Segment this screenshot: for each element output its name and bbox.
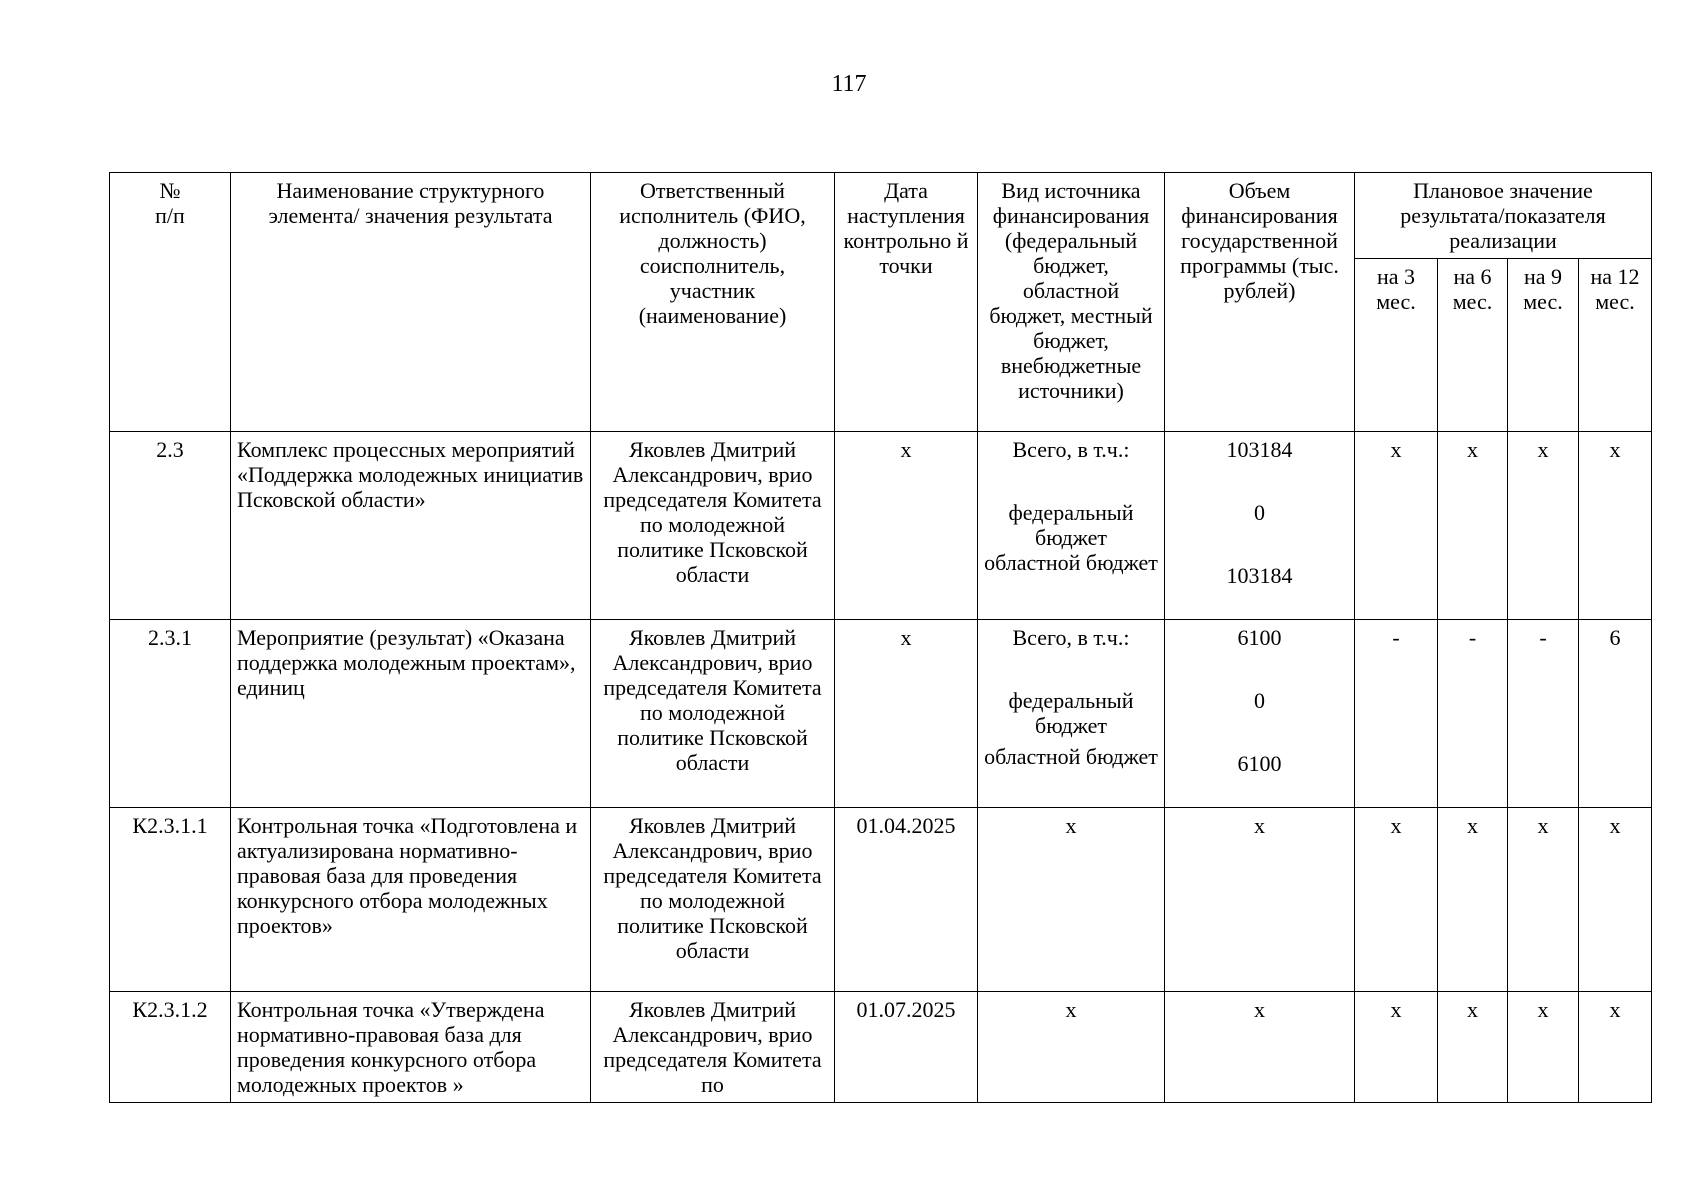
volume-federal: 0 [1254,688,1265,713]
volume-regional: 6100 [1237,751,1282,776]
row-num: К2.3.1.1 [110,808,231,992]
header-name: Наименование структурного элемента/ значения результата [231,173,591,432]
page-number: 117 [831,71,867,97]
row-volume [1165,620,1355,808]
row-name: Мероприятие (результат) «Оказана поддержка молодежным проектам», единиц [231,620,591,808]
row-m3: - [1355,620,1438,808]
row-name: Комплекс процессных мероприятий «Поддержка молодежных инициатив Псковской области» [231,432,591,620]
volume-total: 103184 [1226,437,1293,462]
header-m12: на 12 мес. [1579,259,1652,432]
source-regional: областной бюджет [984,550,1158,575]
row-m12: х [1579,808,1652,992]
row-name: Контрольная точка «Подготовлена и актуализирована нормативно-правовая база для проведения конкурсного отбора молодежных проектов» [231,808,591,992]
table-row [110,620,1652,808]
row-volume: х [1165,808,1355,992]
row-m6: х [1438,432,1508,620]
row-m3: х [1355,992,1438,1103]
volume-total: 6100 [1237,625,1282,650]
row-responsible: Яковлев Дмитрий Александрович, врио председателя Комитета по молодежной политике Псковской области [591,808,835,992]
header-num-text: № п/п [155,178,185,228]
source-federal: федеральный бюджет [1008,500,1134,550]
header-responsible: Ответственный исполнитель (ФИО, должность) соисполнитель, участник (наименование) [591,173,835,432]
row-date: х [835,620,978,808]
row-responsible: Яковлев Дмитрий Александрович, врио председателя Комитета по [591,992,835,1103]
row-m6: - [1438,620,1508,808]
source-total: Всего, в т.ч.: [1012,625,1130,650]
row-source: х [978,808,1165,992]
row-volume [1165,432,1355,620]
row-m9: - [1508,620,1579,808]
row-source: х [978,992,1165,1103]
row-date: х [835,432,978,620]
header-planned: Плановое значение результата/показателя реализации [1355,173,1652,259]
row-num: 2.3 [110,432,231,620]
row-m3: х [1355,808,1438,992]
row-date: 01.04.2025 [835,808,978,992]
row-m12: 6 [1579,620,1652,808]
row-m9: х [1508,992,1579,1103]
row-name: Контрольная точка «Утверждена нормативно-правовая база для проведения конкурсного отбора молодежных проектов » [231,992,591,1103]
row-m6: х [1438,992,1508,1103]
row-m9: х [1508,432,1579,620]
source-total: Всего, в т.ч.: [1012,437,1130,462]
row-date: 01.07.2025 [835,992,978,1103]
table-row [110,432,1652,620]
row-source [978,432,1165,620]
row-m6: х [1438,808,1508,992]
header-m6: на 6 мес. [1438,259,1508,432]
row-source [978,620,1165,808]
volume-regional: 103184 [1226,563,1293,588]
header-m9: на 9 мес. [1508,259,1579,432]
table-row [110,808,1652,992]
header-volume: Объем финансирования государственной программы (тыс. рублей) [1165,173,1355,432]
header-row-1 [110,173,1652,259]
header-date: Дата наступления контрольно й точки [835,173,978,432]
header-source: Вид источника финансирования (федеральный бюджет, областной бюджет, местный бюджет, внебюджетные источники) [978,173,1165,432]
row-num: 2.3.1 [110,620,231,808]
row-responsible: Яковлев Дмитрий Александрович, врио председателя Комитета по молодежной политике Псковской области [591,620,835,808]
header-num [110,173,231,432]
program-table [109,172,1652,1103]
row-responsible: Яковлев Дмитрий Александрович, врио председателя Комитета по молодежной политике Псковской области [591,432,835,620]
row-num: К2.3.1.2 [110,992,231,1103]
source-regional: областной бюджет [984,744,1158,769]
row-volume: х [1165,992,1355,1103]
row-m12: х [1579,432,1652,620]
row-m12: х [1579,992,1652,1103]
header-m3: на 3 мес. [1355,259,1438,432]
source-federal: федеральный бюджет [1008,688,1134,738]
row-m3: х [1355,432,1438,620]
row-m9: х [1508,808,1579,992]
table-row [110,992,1652,1103]
volume-federal: 0 [1254,500,1265,525]
